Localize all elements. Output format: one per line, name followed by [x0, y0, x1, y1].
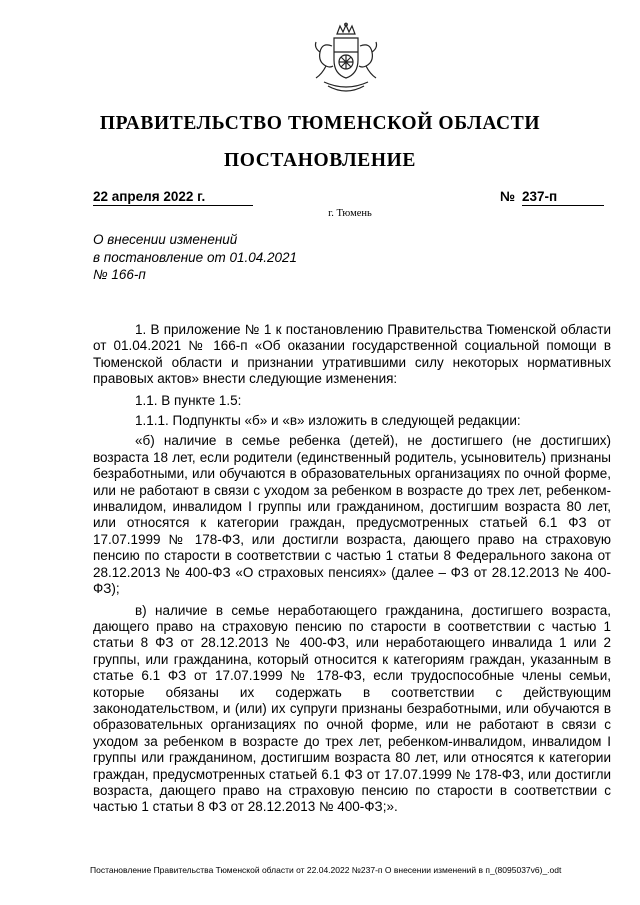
subject-line: № 166-п — [93, 267, 146, 282]
subject-line: О внесении изменений — [93, 232, 238, 247]
subject-line: в постановление от 01.04.2021 — [93, 249, 298, 265]
document-number: 237-п — [522, 189, 604, 206]
document-footer: Постановление Правительства Тюменской области от 22.04.2022 №237-п О внесении изменений в п_(8095037v6)_.odt — [90, 865, 562, 875]
document-date: 22 апреля 2022 г. — [93, 189, 253, 206]
body-paragraph: 1. В приложение № 1 к постановлению Правительства Тюменской области от 01.04.2021 № 166-п «Об оказании государственной социальной помощи в Тюменской области и признании утратившими силу некоторых нормативных правовых актов» внести следующие изменения: — [93, 322, 611, 387]
body-paragraph: в) наличие в семье неработающего гражданина, достигшего возраста, дающего право на страховую пенсию по старости в соответствии с частью 1 статьи 8 ФЗ от 28.12.2013 № 400-ФЗ, или неработающего инвалида 1 или 2 группы, или гражданина, который относится к категориям граждан, указанным в статье 6.1 ФЗ от 17.07.1999 № 178-ФЗ, если трудоспособные члены семьи, которые обязаны их содержать в соответствии с действующим законодательством, и (или) их супруги признаны безработными, или обучаются в образовательных организациях по очной форме, или не работают в связи с уходом за ребенком в возрасте до трех лет, ребенком-инвалидом, инвалидом I группы или гражданином, достигшим возраста 80 лет, или относятся к категории граждан, предусмотренных статьей 6.1 ФЗ от 17.07.1999 № 178-ФЗ, или достигли возраста, дающего право на страховую пенсию по старости в соответствии с частью 1 статьи 8 ФЗ от 28.12.2013 № 400-ФЗ;». — [93, 602, 611, 815]
government-title: ПРАВИТЕЛЬСТВО ТЮМЕНСКОЙ ОБЛАСТИ — [99, 113, 541, 134]
body-paragraph: 1.1.1. Подпункты «б» и «в» изложить в следующей редакции: — [135, 413, 521, 429]
document-subject — [93, 231, 297, 284]
document-type-title: ПОСТАНОВЛЕНИЕ — [223, 150, 417, 171]
body-paragraph: 1.1. В пункте 1.5: — [135, 392, 242, 408]
city-label: г. Тюмень — [328, 208, 372, 219]
document-body — [93, 322, 611, 821]
tyumen-region-coat-of-arms-icon — [304, 22, 388, 106]
number-sign: № — [500, 189, 516, 204]
body-paragraph: «б) наличие в семье ребенка (детей), не достигшего (не достигших) возраста 18 лет, если родители (единственный родитель, усыновитель) признаны безработными, или обучаются в образовательных организациях по очной форме, или не работают в связи с уходом за ребенком в возрасте до трех лет, ребенком-инвалидом, инвалидом I группы или гражданином, достигшим возраста 80 лет, или относятся к категории граждан, предусмотренных статьей 6.1 ФЗ от 17.07.1999 № 178-ФЗ, или достигли возраста, дающего право на страховую пенсию по старости в соответствии с частью 1 статьи 8 Федерального закона от 28.12.2013 № 400-ФЗ «О страховых пенсиях» (далее – ФЗ от 28.12.2013 № 400-ФЗ); — [93, 433, 611, 597]
